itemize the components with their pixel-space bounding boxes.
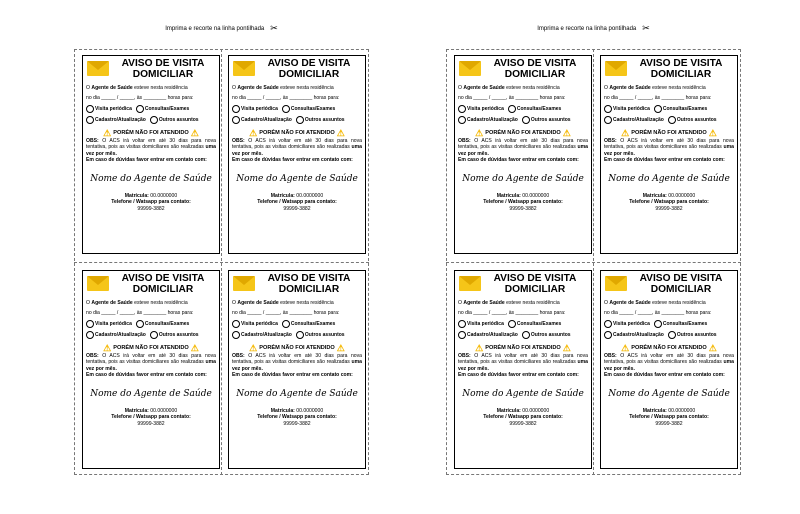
- option-cadastro[interactable]: Cadastro/Atualização: [458, 331, 518, 339]
- checkbox-circle[interactable]: [458, 105, 466, 113]
- date-line: no dia _____ / _____, às ________ horas para:: [86, 95, 194, 101]
- matricula-line: Matrícula: 00.0000000: [642, 193, 696, 200]
- card-title: [482, 59, 588, 80]
- checkbox-circle[interactable]: [232, 105, 240, 113]
- notice-card: [228, 270, 366, 469]
- envelope-icon: [459, 276, 481, 291]
- option-visita[interactable]: Visita periódica: [232, 105, 278, 113]
- title-line-2: DOMICILIAR: [650, 283, 712, 295]
- checkbox-circle[interactable]: [86, 320, 94, 328]
- warning-icon: ⚠: [475, 128, 484, 138]
- checkbox-circle[interactable]: [150, 116, 158, 124]
- cut-line-vertical: [593, 49, 594, 475]
- agent-signature: Nome do Agente de Saúde: [608, 389, 730, 400]
- matricula-line: Matrícula: 00.0000000: [124, 193, 178, 200]
- agent-signature: Nome do Agente de Saúde: [462, 389, 584, 400]
- options-row: [86, 116, 216, 124]
- matricula-line: Matrícula: 00.0000000: [496, 408, 550, 415]
- option-cadastro[interactable]: Cadastro/Atualização: [604, 331, 664, 339]
- date-line: no dia _____ / _____, às ________ horas para:: [458, 310, 566, 316]
- agent-line: O Agente de Saúde esteve nesta residência: [86, 85, 188, 91]
- option-outros[interactable]: Outros assuntos: [150, 116, 199, 124]
- print-instruction: Imprima e recorte na linha pontilhada ✂: [165, 23, 278, 33]
- doubts-text: Em caso de dúvidas favor entrar em contato com:: [604, 371, 725, 378]
- options-row: [604, 331, 734, 339]
- option-outros[interactable]: Outros assuntos: [668, 116, 717, 124]
- notice-card: [454, 270, 592, 469]
- card-header: [458, 58, 588, 82]
- checkbox-circle[interactable]: [508, 105, 516, 113]
- envelope-icon: [233, 276, 255, 291]
- title-line-1: AVISO DE VISITA: [267, 273, 351, 284]
- checkbox-circle[interactable]: [668, 331, 676, 339]
- agent-line: O Agente de Saúde esteve nesta residência: [458, 85, 560, 91]
- agent-line: O Agente de Saúde esteve nesta residência: [232, 300, 334, 306]
- checkbox-circle[interactable]: [282, 320, 290, 328]
- telefone-label: Telefone / Watsapp para contato:: [111, 199, 191, 206]
- option-visita[interactable]: Visita periódica: [86, 105, 132, 113]
- doubts-text: Em caso de dúvidas favor entrar em contato com:: [604, 156, 725, 163]
- checkbox-circle[interactable]: [522, 331, 530, 339]
- not-attended-alert: ⚠ PORÉM NÃO FOI ATENDIDO ⚠: [103, 343, 199, 353]
- card-header: [86, 58, 216, 82]
- option-outros[interactable]: Outros assuntos: [522, 331, 571, 339]
- option-outros[interactable]: Outros assuntos: [150, 331, 199, 339]
- not-attended-alert: ⚠ PORÉM NÃO FOI ATENDIDO ⚠: [103, 128, 199, 138]
- card-header: [86, 273, 216, 297]
- warning-icon: ⚠: [103, 343, 112, 353]
- options-row: [604, 105, 734, 113]
- telefone-number: 99999-3882: [137, 205, 165, 212]
- warning-icon: ⚠: [475, 343, 484, 353]
- checkbox-circle[interactable]: [232, 331, 240, 339]
- option-visita[interactable]: Visita periódica: [458, 320, 504, 328]
- warning-icon: ⚠: [621, 343, 630, 353]
- card-header: [604, 273, 734, 297]
- agent-signature: Nome do Agente de Saúde: [90, 389, 212, 400]
- notice-card: [600, 55, 738, 254]
- warning-icon: ⚠: [103, 128, 112, 138]
- option-visita[interactable]: Visita periódica: [458, 105, 504, 113]
- cut-line-vertical: [221, 49, 222, 475]
- checkbox-circle[interactable]: [296, 116, 304, 124]
- card-title: [628, 274, 734, 295]
- warning-icon: ⚠: [336, 128, 345, 138]
- card-title: [110, 274, 216, 295]
- envelope-icon: [233, 61, 255, 76]
- title-line-2: DOMICILIAR: [278, 283, 340, 295]
- agent-signature: Nome do Agente de Saúde: [462, 174, 584, 185]
- card-header: [232, 273, 362, 297]
- options-row: [86, 105, 216, 113]
- option-consultas[interactable]: Consultas/Exames: [282, 105, 335, 113]
- title-line-2: DOMICILIAR: [132, 283, 194, 295]
- date-line: no dia _____ / _____, às ________ horas para:: [232, 95, 340, 101]
- agent-signature: Nome do Agente de Saúde: [90, 174, 212, 185]
- option-outros[interactable]: Outros assuntos: [296, 331, 345, 339]
- sheet-right: [446, 23, 741, 475]
- checkbox-circle[interactable]: [458, 331, 466, 339]
- notice-card: [82, 55, 220, 254]
- warning-icon: ⚠: [249, 343, 258, 353]
- title-line-2: DOMICILIAR: [132, 68, 194, 80]
- options-row: [232, 331, 362, 339]
- checkbox-circle[interactable]: [136, 105, 144, 113]
- title-line-1: AVISO DE VISITA: [639, 58, 723, 69]
- option-cadastro[interactable]: Cadastro/Atualização: [458, 116, 518, 124]
- doubts-text: Em caso de dúvidas favor entrar em contato com:: [86, 371, 207, 378]
- checkbox-circle[interactable]: [232, 116, 240, 124]
- option-outros[interactable]: Outros assuntos: [668, 331, 717, 339]
- warning-icon: ⚠: [708, 128, 717, 138]
- matricula-line: Matrícula: 00.0000000: [642, 408, 696, 415]
- matricula-line: Matrícula: 00.0000000: [124, 408, 178, 415]
- options-row: [604, 320, 734, 328]
- title-line-1: AVISO DE VISITA: [493, 273, 577, 284]
- checkbox-circle[interactable]: [136, 320, 144, 328]
- options-row: [232, 116, 362, 124]
- option-consultas[interactable]: Consultas/Exames: [508, 320, 561, 328]
- title-line-1: AVISO DE VISITA: [121, 273, 205, 284]
- title-line-2: DOMICILIAR: [650, 68, 712, 80]
- title-line-1: AVISO DE VISITA: [267, 58, 351, 69]
- envelope-icon: [459, 61, 481, 76]
- card-title: [110, 59, 216, 80]
- checkbox-circle[interactable]: [668, 116, 676, 124]
- option-visita[interactable]: Visita periódica: [232, 320, 278, 328]
- card-header: [604, 58, 734, 82]
- option-cadastro[interactable]: Cadastro/Atualização: [86, 331, 146, 339]
- date-line: no dia _____ / _____, às ________ horas para:: [232, 310, 340, 316]
- checkbox-circle[interactable]: [296, 331, 304, 339]
- obs-text: OBS: O ACS irá voltar em até 30 dias para nova tentativa, pois as visitas domiciliares são realizadas uma vez por mês.: [458, 138, 588, 157]
- checkbox-circle[interactable]: [604, 105, 612, 113]
- warning-icon: ⚠: [336, 343, 345, 353]
- option-outros[interactable]: Outros assuntos: [296, 116, 345, 124]
- telefone-number: 99999-3882: [509, 420, 537, 427]
- notice-card: [82, 270, 220, 469]
- card-title: [256, 274, 362, 295]
- print-instruction: Imprima e recorte na linha pontilhada ✂: [537, 23, 650, 33]
- title-line-2: DOMICILIAR: [278, 68, 340, 80]
- option-consultas[interactable]: Consultas/Exames: [654, 320, 707, 328]
- telefone-number: 99999-3882: [655, 420, 683, 427]
- warning-icon: ⚠: [708, 343, 717, 353]
- date-line: no dia _____ / _____, às ________ horas para:: [458, 95, 566, 101]
- card-header: [458, 273, 588, 297]
- doubts-text: Em caso de dúvidas favor entrar em contato com:: [86, 156, 207, 163]
- date-line: no dia _____ / _____, às ________ horas para:: [86, 310, 194, 316]
- telefone-label: Telefone / Watsapp para contato:: [629, 199, 709, 206]
- telefone-number: 99999-3882: [655, 205, 683, 212]
- agent-line: O Agente de Saúde esteve nesta residência: [458, 300, 560, 306]
- agent-line: O Agente de Saúde esteve nesta residência: [604, 85, 706, 91]
- agent-line: O Agente de Saúde esteve nesta residência: [232, 85, 334, 91]
- not-attended-alert: ⚠ PORÉM NÃO FOI ATENDIDO ⚠: [249, 128, 345, 138]
- option-outros[interactable]: Outros assuntos: [522, 116, 571, 124]
- title-line-1: AVISO DE VISITA: [121, 58, 205, 69]
- doubts-text: Em caso de dúvidas favor entrar em contato com:: [232, 156, 353, 163]
- doubts-text: Em caso de dúvidas favor entrar em contato com:: [458, 156, 579, 163]
- option-visita[interactable]: Visita periódica: [86, 320, 132, 328]
- warning-icon: ⚠: [562, 343, 571, 353]
- option-cadastro[interactable]: Cadastro/Atualização: [232, 116, 292, 124]
- agent-signature: Nome do Agente de Saúde: [608, 174, 730, 185]
- checkbox-circle[interactable]: [458, 320, 466, 328]
- agent-line: O Agente de Saúde esteve nesta residência: [86, 300, 188, 306]
- obs-text: OBS: O ACS irá voltar em até 30 dias para nova tentativa, pois as visitas domiciliares são realizadas uma vez por mês.: [232, 138, 362, 157]
- warning-icon: ⚠: [621, 128, 630, 138]
- options-row: [86, 320, 216, 328]
- notice-card: [454, 55, 592, 254]
- not-attended-alert: ⚠ PORÉM NÃO FOI ATENDIDO ⚠: [475, 343, 571, 353]
- checkbox-circle[interactable]: [604, 331, 612, 339]
- option-cadastro[interactable]: Cadastro/Atualização: [232, 331, 292, 339]
- envelope-icon: [605, 276, 627, 291]
- title-line-1: AVISO DE VISITA: [639, 273, 723, 284]
- options-row: [458, 331, 588, 339]
- options-row: [604, 116, 734, 124]
- date-line: no dia _____ / _____, às ________ horas para:: [604, 95, 712, 101]
- telefone-number: 99999-3882: [509, 205, 537, 212]
- options-row: [232, 105, 362, 113]
- telefone-number: 99999-3882: [283, 205, 311, 212]
- title-line-2: DOMICILIAR: [504, 68, 566, 80]
- option-visita[interactable]: Visita periódica: [604, 105, 650, 113]
- not-attended-alert: ⚠ PORÉM NÃO FOI ATENDIDO ⚠: [475, 128, 571, 138]
- checkbox-circle[interactable]: [522, 116, 530, 124]
- title-line-2: DOMICILIAR: [504, 283, 566, 295]
- date-line: no dia _____ / _____, às ________ horas para:: [604, 310, 712, 316]
- option-cadastro[interactable]: Cadastro/Atualização: [604, 116, 664, 124]
- telefone-label: Telefone / Watsapp para contato:: [483, 199, 563, 206]
- options-row: [458, 105, 588, 113]
- obs-text: OBS: O ACS irá voltar em até 30 dias para nova tentativa, pois as visitas domiciliares são realizadas uma vez por mês.: [232, 353, 362, 372]
- scissors-icon: ✂: [270, 23, 278, 33]
- telefone-label: Telefone / Watsapp para contato:: [111, 414, 191, 421]
- checkbox-circle[interactable]: [654, 105, 662, 113]
- doubts-text: Em caso de dúvidas favor entrar em contato com:: [232, 371, 353, 378]
- checkbox-circle[interactable]: [232, 320, 240, 328]
- option-consultas[interactable]: Consultas/Exames: [508, 105, 561, 113]
- checkbox-circle[interactable]: [604, 116, 612, 124]
- telefone-label: Telefone / Watsapp para contato:: [257, 414, 337, 421]
- obs-text: OBS: O ACS irá voltar em até 30 dias para nova tentativa, pois as visitas domiciliares são realizadas uma vez por mês.: [86, 138, 216, 157]
- obs-text: OBS: O ACS irá voltar em até 30 dias para nova tentativa, pois as visitas domiciliares são realizadas uma vez por mês.: [604, 353, 734, 372]
- agent-signature: Nome do Agente de Saúde: [236, 389, 358, 400]
- obs-text: OBS: O ACS irá voltar em até 30 dias para nova tentativa, pois as visitas domiciliares são realizadas uma vez por mês.: [604, 138, 734, 157]
- obs-text: OBS: O ACS irá voltar em até 30 dias para nova tentativa, pois as visitas domiciliares são realizadas uma vez por mês.: [86, 353, 216, 372]
- option-cadastro[interactable]: Cadastro/Atualização: [86, 116, 146, 124]
- telefone-number: 99999-3882: [283, 420, 311, 427]
- not-attended-alert: ⚠ PORÉM NÃO FOI ATENDIDO ⚠: [249, 343, 345, 353]
- notice-card: [228, 55, 366, 254]
- option-visita[interactable]: Visita periódica: [604, 320, 650, 328]
- agent-line: O Agente de Saúde esteve nesta residência: [604, 300, 706, 306]
- checkbox-circle[interactable]: [282, 105, 290, 113]
- option-consultas[interactable]: Consultas/Exames: [136, 105, 189, 113]
- not-attended-alert: ⚠ PORÉM NÃO FOI ATENDIDO ⚠: [621, 343, 717, 353]
- checkbox-circle[interactable]: [86, 331, 94, 339]
- title-line-1: AVISO DE VISITA: [493, 58, 577, 69]
- options-row: [458, 320, 588, 328]
- warning-icon: ⚠: [562, 128, 571, 138]
- telefone-label: Telefone / Watsapp para contato:: [629, 414, 709, 421]
- card-header: [232, 58, 362, 82]
- scissors-icon: ✂: [642, 23, 650, 33]
- envelope-icon: [87, 61, 109, 76]
- matricula-line: Matrícula: 00.0000000: [270, 408, 324, 415]
- sheet-left: [74, 23, 369, 475]
- telefone-label: Telefone / Watsapp para contato:: [483, 414, 563, 421]
- card-title: [628, 59, 734, 80]
- warning-icon: ⚠: [190, 128, 199, 138]
- options-row: [232, 320, 362, 328]
- option-consultas[interactable]: Consultas/Exames: [654, 105, 707, 113]
- checkbox-circle[interactable]: [86, 105, 94, 113]
- agent-signature: Nome do Agente de Saúde: [236, 174, 358, 185]
- option-consultas[interactable]: Consultas/Exames: [136, 320, 189, 328]
- not-attended-alert: ⚠ PORÉM NÃO FOI ATENDIDO ⚠: [621, 128, 717, 138]
- checkbox-circle[interactable]: [654, 320, 662, 328]
- options-row: [86, 331, 216, 339]
- warning-icon: ⚠: [249, 128, 258, 138]
- card-title: [256, 59, 362, 80]
- envelope-icon: [605, 61, 627, 76]
- checkbox-circle[interactable]: [150, 331, 158, 339]
- card-title: [482, 274, 588, 295]
- matricula-line: Matrícula: 00.0000000: [496, 193, 550, 200]
- checkbox-circle[interactable]: [458, 116, 466, 124]
- envelope-icon: [87, 276, 109, 291]
- matricula-line: Matrícula: 00.0000000: [270, 193, 324, 200]
- checkbox-circle[interactable]: [508, 320, 516, 328]
- obs-text: OBS: O ACS irá voltar em até 30 dias para nova tentativa, pois as visitas domiciliares são realizadas uma vez por mês.: [458, 353, 588, 372]
- options-row: [458, 116, 588, 124]
- telefone-number: 99999-3882: [137, 420, 165, 427]
- checkbox-circle[interactable]: [604, 320, 612, 328]
- option-consultas[interactable]: Consultas/Exames: [282, 320, 335, 328]
- doubts-text: Em caso de dúvidas favor entrar em contato com:: [458, 371, 579, 378]
- telefone-label: Telefone / Watsapp para contato:: [257, 199, 337, 206]
- warning-icon: ⚠: [190, 343, 199, 353]
- checkbox-circle[interactable]: [86, 116, 94, 124]
- notice-card: [600, 270, 738, 469]
